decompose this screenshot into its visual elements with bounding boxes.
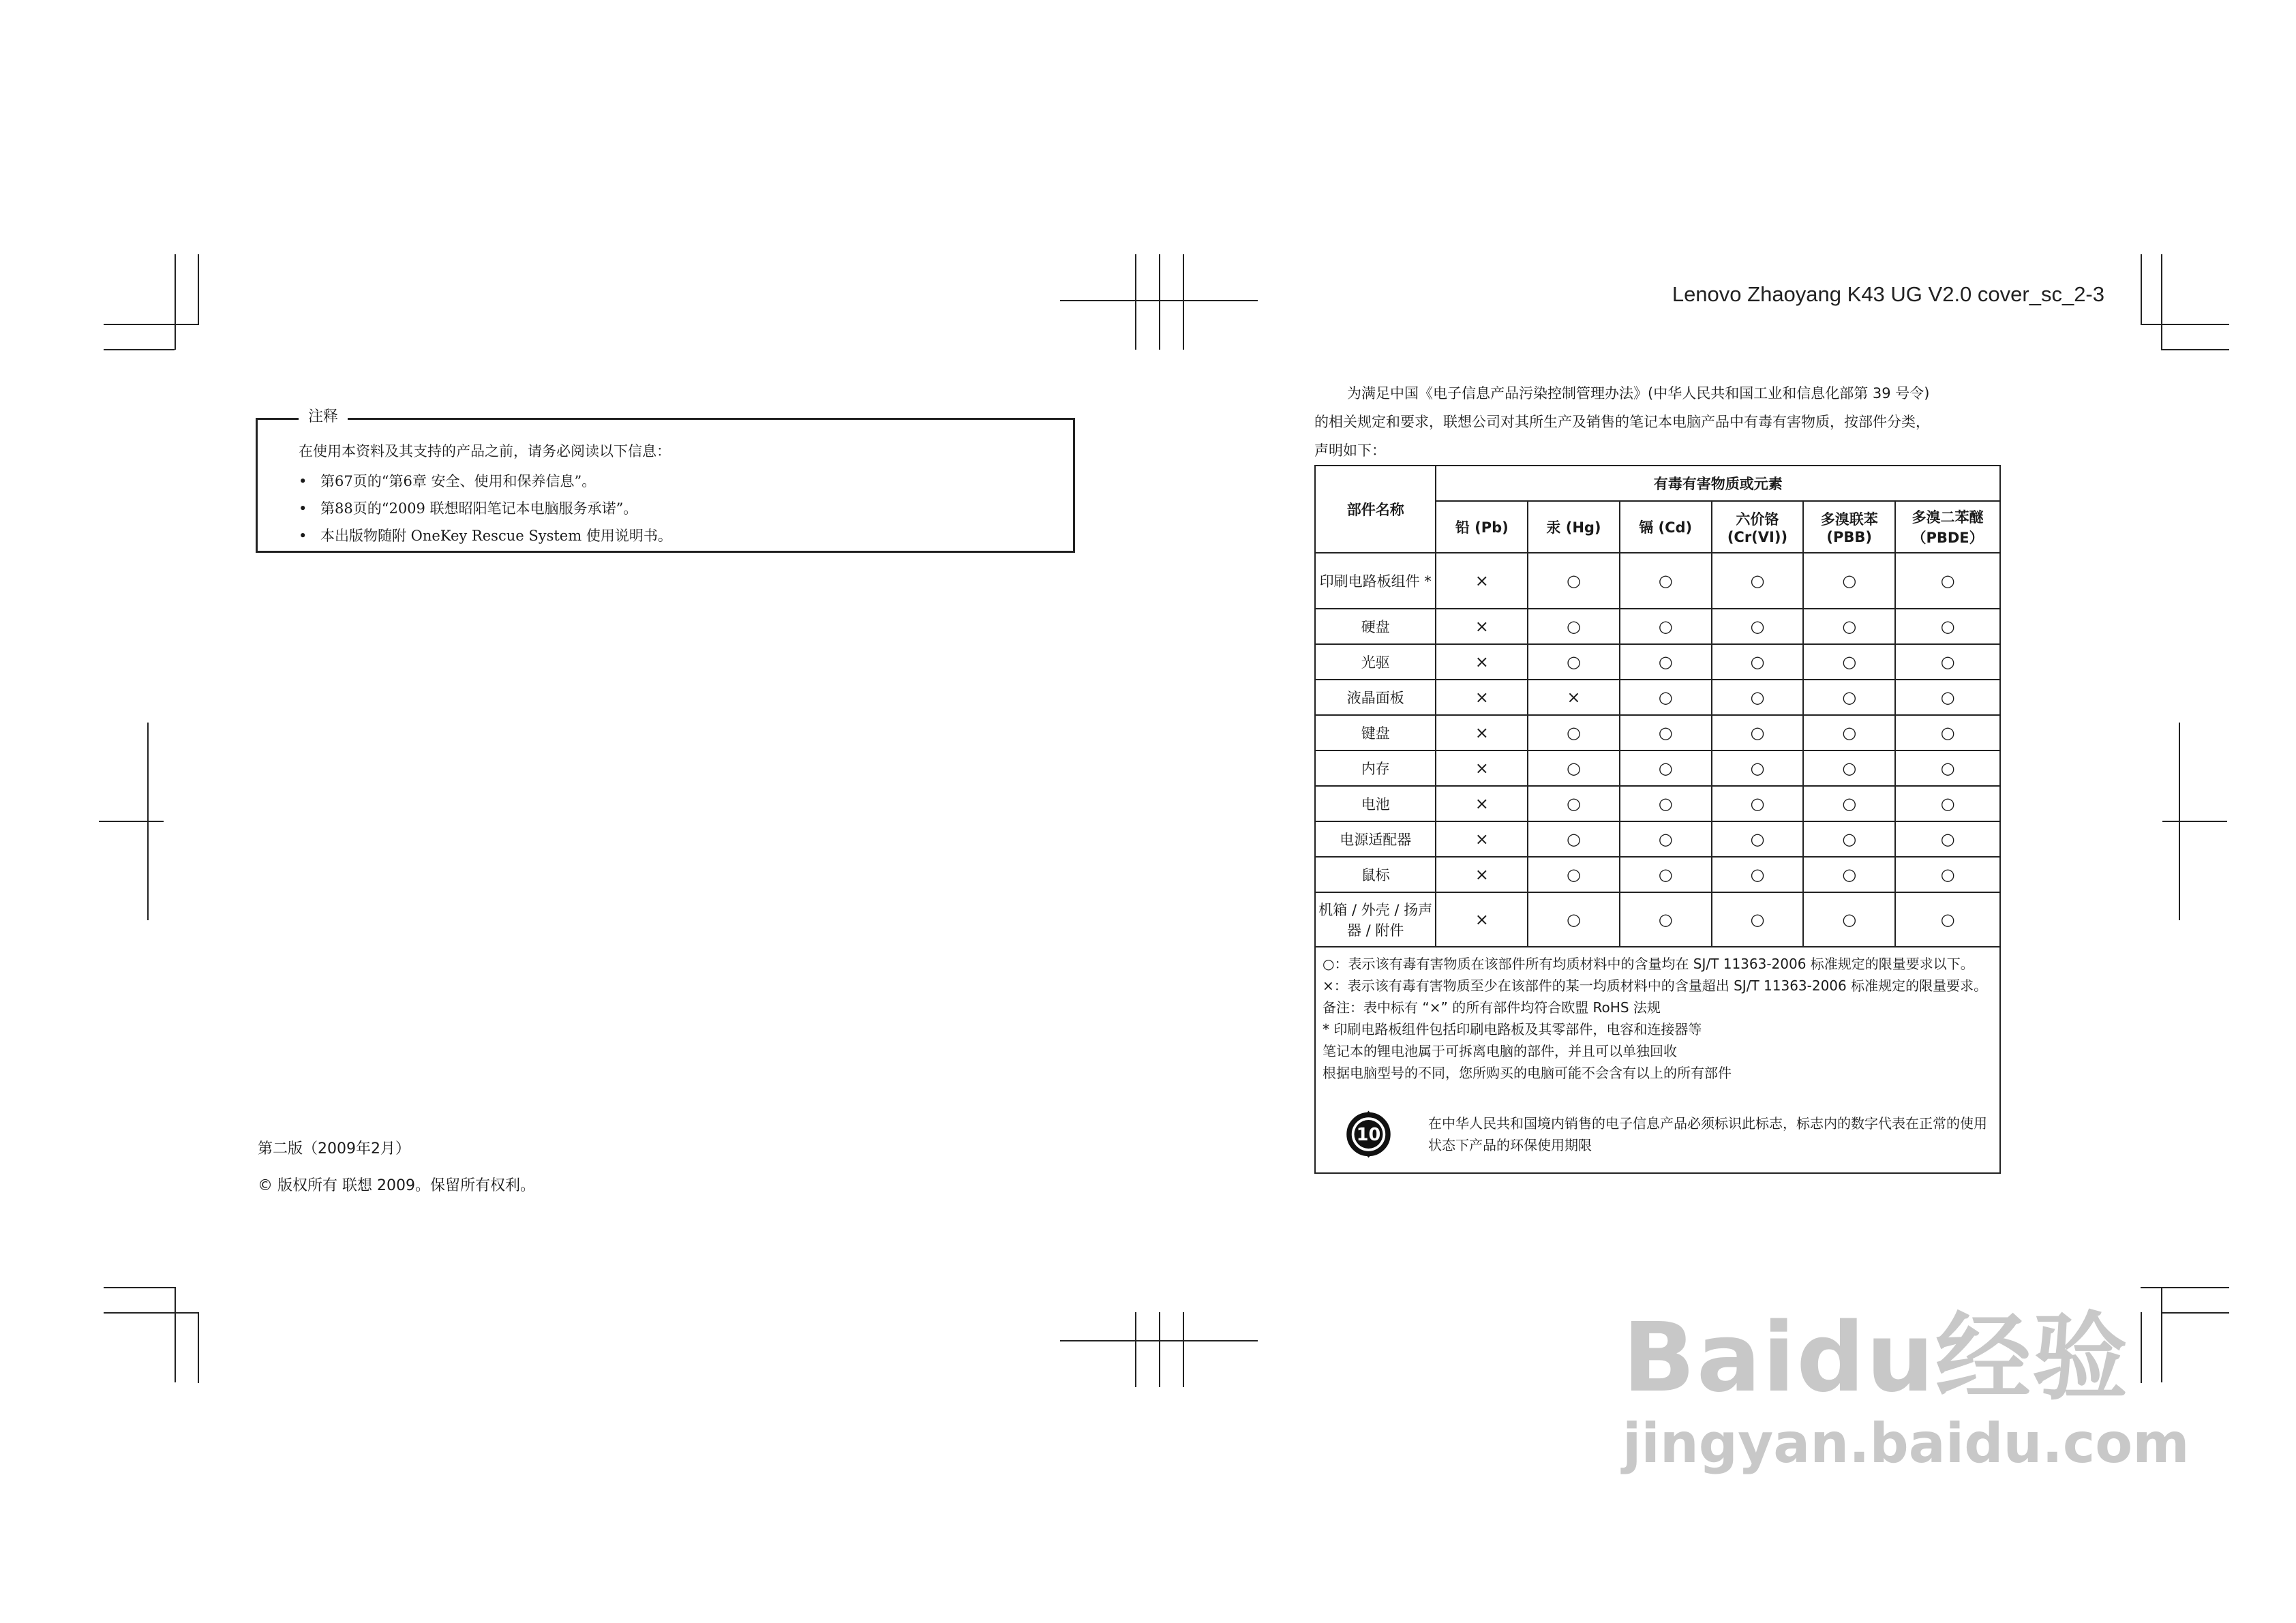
bullet-icon: • [299,500,307,517]
substance-mark: ○ [1712,644,1804,680]
intro-line: 的相关规定和要求，联想公司对其所生产及销售的笔记本电脑产品中有毒有害物质，按部件分类， [1314,414,1930,430]
part-name: 光驱 [1315,644,1436,680]
notes-cell [1315,947,2000,1173]
declaration-intro [1314,379,2016,465]
epup-10-icon [1343,1102,1394,1167]
list-item: • 第67页的“第6章 安全、使用和保养信息”。 [299,468,672,495]
copyright-line: © 版权所有 联想 2009。保留所有权利。 [258,1177,535,1194]
substance-mark: ○ [1803,821,1895,857]
substance-mark: ○ [1712,609,1804,644]
substance-mark: ○ [1620,857,1712,892]
substance-mark: ○ [1712,715,1804,750]
column-header: 多溴二苯醚 （PBDE） [1895,501,2000,553]
label-number: 10 [1356,1124,1381,1145]
list-item: • 本出版物随附 OneKey Rescue System 使用说明书。 [299,522,672,549]
substance-mark: ○ [1803,892,1895,947]
column-header: 多溴联苯 (PBB) [1803,501,1895,553]
substance-mark: ○ [1895,750,2000,786]
substance-mark: ○ [1803,609,1895,644]
substance-mark: ○ [1712,553,1804,609]
watermark-sub: jingyan.baidu.com [1622,1412,2190,1475]
column-header: 铅 (Pb) [1436,501,1528,553]
substance-mark: ○ [1803,680,1895,715]
environment-label-row [1323,1102,1993,1167]
part-header: 部件名称 [1315,466,1436,553]
watermark-main: Baidu经验 [1622,1303,2130,1414]
substance-mark: × [1436,609,1528,644]
column-header: 镉 (Cd) [1620,501,1712,553]
notice-intro: 在使用本资料及其支持的产品之前，请务必阅读以下信息： [299,443,671,459]
notice-list [299,468,672,549]
substance-mark: ○ [1620,609,1712,644]
substance-mark: ○ [1620,750,1712,786]
note-line: ○：表示该有毒有害物质在该部件所有均质材料中的含量均在 SJ/T 11363-2006 标准规定的限量要求以下。 [1323,956,1974,972]
substance-mark: ○ [1712,857,1804,892]
part-name: 内存 [1315,750,1436,786]
substance-mark: × [1436,680,1528,715]
note-line: 笔记本的锂电池属于可拆离电脑的部件，并且可以单独回收 [1323,1043,1677,1059]
substance-mark: × [1436,715,1528,750]
substance-mark: × [1436,892,1528,947]
substance-mark: ○ [1620,680,1712,715]
substance-mark: ○ [1620,644,1712,680]
table-row [1315,786,2000,821]
hazardous-substances-table [1314,465,2001,1174]
part-name: 电池 [1315,786,1436,821]
table-row [1315,553,2000,609]
column-header: 汞 (Hg) [1528,501,1620,553]
substance-mark: ○ [1620,892,1712,947]
substance-mark: ○ [1895,821,2000,857]
notice-box [256,408,1075,553]
note-line: * 印刷电路板组件包括印刷电路板及其零部件，电容和连接器等 [1323,1021,1702,1037]
substance-mark: ○ [1528,553,1620,609]
substance-mark: ○ [1712,680,1804,715]
substance-mark: ○ [1620,786,1712,821]
column-header: 六价铬 (Cr(VI)) [1712,501,1804,553]
group-header: 有毒有害物质或元素 [1436,466,2000,501]
substance-mark: ○ [1528,892,1620,947]
substance-mark: ○ [1620,821,1712,857]
substance-mark: × [1436,644,1528,680]
substance-mark: ○ [1528,821,1620,857]
note-line: ×：表示该有毒有害物质至少在该部件的某一均质材料中的含量超出 SJ/T 11363-2006 标准规定的限量要求。 [1323,977,1988,994]
substance-mark: × [1436,750,1528,786]
substance-mark: ○ [1712,750,1804,786]
notice-title: 注释 [299,405,348,426]
substance-mark: × [1528,680,1620,715]
table-row [1315,715,2000,750]
substance-mark: × [1436,553,1528,609]
bullet-icon: • [299,473,307,489]
substance-mark: ○ [1803,553,1895,609]
substance-mark: ○ [1803,750,1895,786]
substance-mark: ○ [1803,857,1895,892]
intro-line: 声明如下： [1314,442,1386,459]
substance-mark: ○ [1895,715,2000,750]
table-row [1315,750,2000,786]
part-name: 机箱 / 外壳 / 扬声器 / 附件 [1315,892,1436,947]
substance-mark: ○ [1803,786,1895,821]
label-description: 在中华人民共和国境内销售的电子信息产品必须标识此标志，标志内的数字代表在正常的使用状态下产品的环保使用期限 [1428,1115,1987,1153]
bullet-icon: • [299,528,307,544]
substance-mark: ○ [1712,892,1804,947]
substance-mark: ○ [1895,680,2000,715]
watermark [1622,1281,2190,1475]
part-name: 电源适配器 [1315,821,1436,857]
substance-mark: ○ [1528,857,1620,892]
substance-mark: ○ [1712,786,1804,821]
table-row [1315,680,2000,715]
part-name: 键盘 [1315,715,1436,750]
substance-mark: ○ [1620,715,1712,750]
substance-mark: ○ [1803,715,1895,750]
substance-mark: ○ [1528,609,1620,644]
substance-mark: ○ [1895,892,2000,947]
note-line: 根据电脑型号的不同，您所购买的电脑可能不会含有以上的所有部件 [1323,1065,1732,1081]
substance-mark: ○ [1803,644,1895,680]
substance-mark: ○ [1895,609,2000,644]
part-name: 印刷电路板组件 * [1315,553,1436,609]
substance-mark: ○ [1620,553,1712,609]
substance-mark: ○ [1528,644,1620,680]
edition-line: 第二版（2009年2月） [258,1140,410,1157]
table-row [1315,857,2000,892]
intro-line: 为满足中国《电子信息产品污染控制管理办法》(中华人民共和国工业和信息化部第 39 号令) [1347,385,1930,401]
substance-mark: × [1436,786,1528,821]
substance-mark: ○ [1895,786,2000,821]
substance-mark: ○ [1895,553,2000,609]
note-line: 备注：表中标有 “×” 的所有部件均符合欧盟 RoHS 法规 [1323,999,1661,1016]
table-row [1315,609,2000,644]
substance-mark: × [1436,857,1528,892]
list-item: • 第88页的“2009 联想昭阳笔记本电脑服务承诺”。 [299,495,672,522]
table-row [1315,821,2000,857]
table-body [1315,553,2000,947]
substance-mark: ○ [1895,857,2000,892]
substance-mark: ○ [1712,821,1804,857]
substance-mark: ○ [1528,750,1620,786]
table-row [1315,892,2000,947]
document-code: Lenovo Zhaoyang K43 UG V2.0 cover_sc_2-3 [1672,282,2104,306]
substance-mark: × [1436,821,1528,857]
table-row [1315,644,2000,680]
part-name: 液晶面板 [1315,680,1436,715]
substance-mark: ○ [1895,644,2000,680]
substance-mark: ○ [1528,715,1620,750]
substance-mark: ○ [1528,786,1620,821]
part-name: 硬盘 [1315,609,1436,644]
part-name: 鼠标 [1315,857,1436,892]
